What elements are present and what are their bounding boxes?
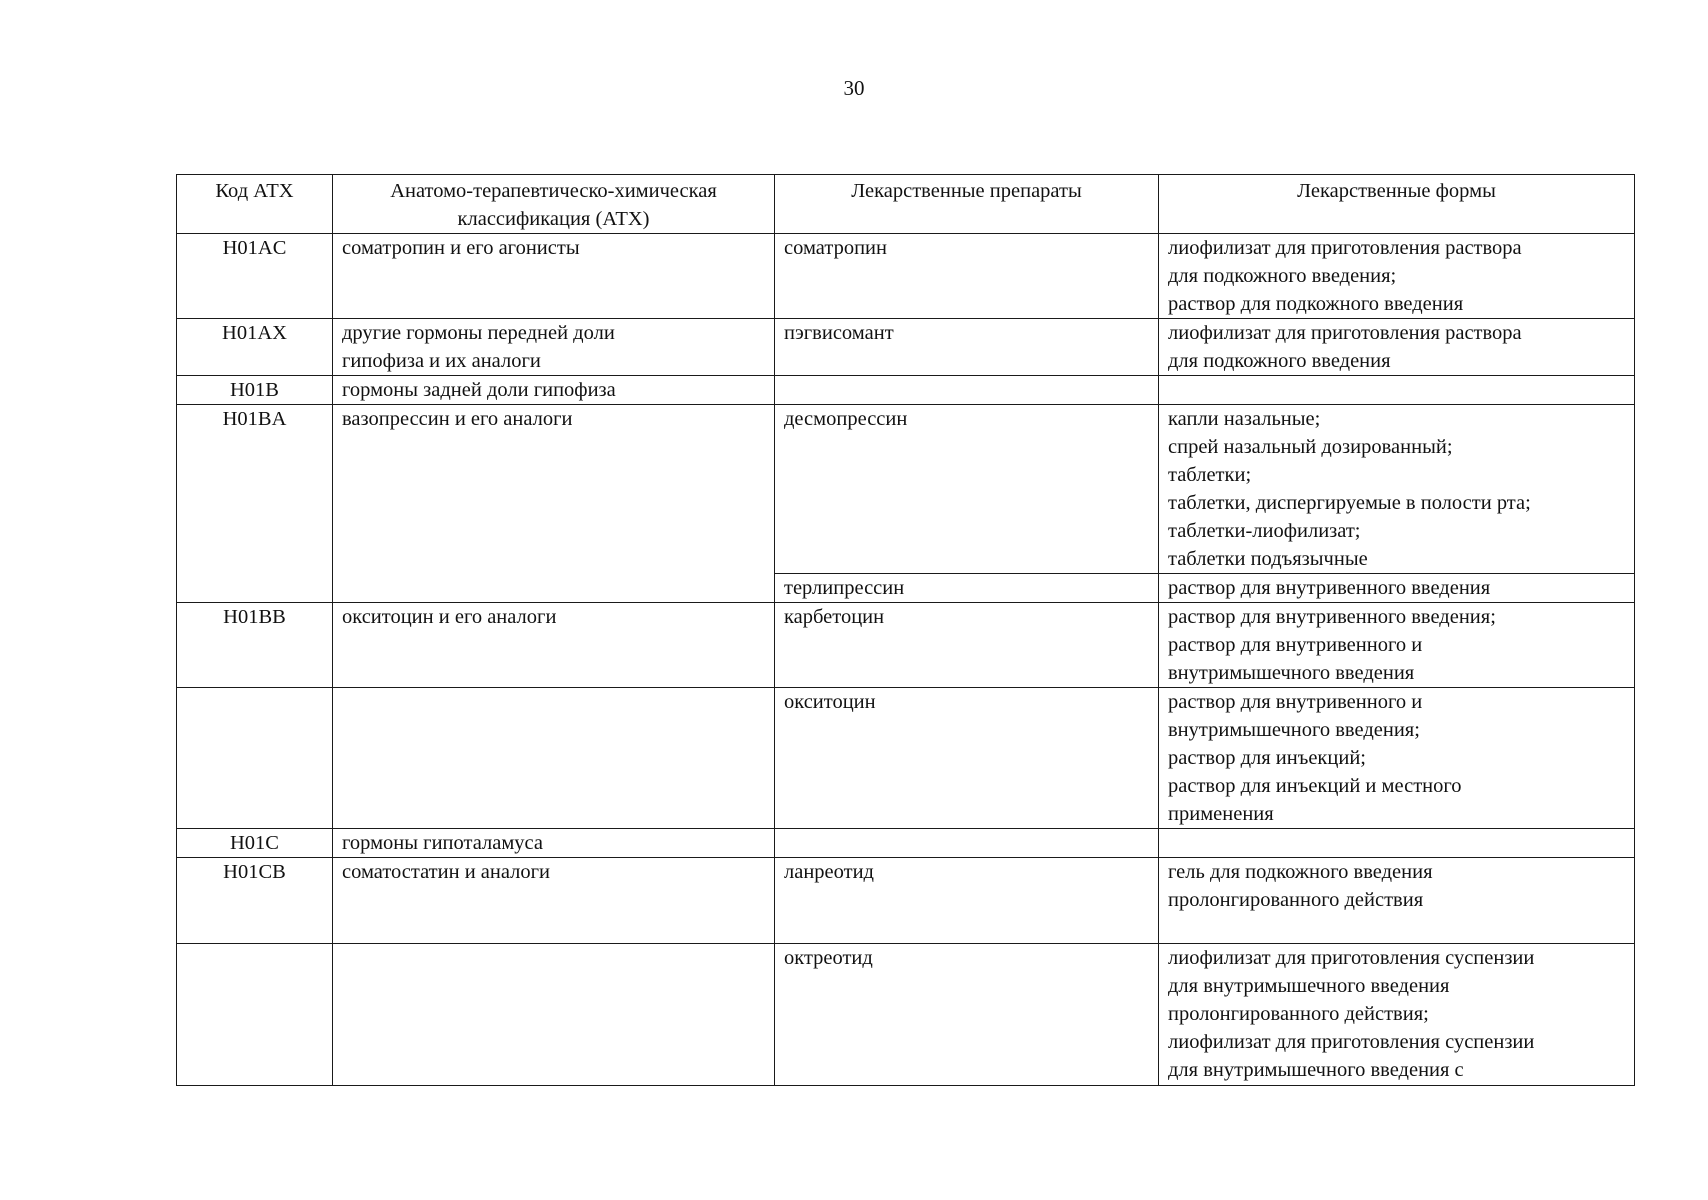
- header-drugs: Лекарственные препараты: [775, 175, 1159, 234]
- dosage-forms-cell: [1159, 376, 1635, 405]
- atx-code-cell: [177, 688, 333, 829]
- dosage-forms-cell: лиофилизат для приготовления раствора для подкожного введения; раствор для подкожного введения: [1159, 234, 1635, 319]
- table-row: [177, 603, 1635, 688]
- classification-cell: соматропин и его агонисты: [333, 234, 775, 319]
- classification-cell: другие гормоны передней доли гипофиза и их аналоги: [333, 319, 775, 376]
- drug-cell: пэгвисомант: [775, 319, 1159, 376]
- atx-code-cell: H01CB: [177, 858, 333, 944]
- dosage-forms-cell: лиофилизат для приготовления суспензии для внутримышечного введения пролонгированного действия; лиофилизат для приготовления суспензии для внутримышечного введения с: [1159, 944, 1635, 1086]
- dosage-forms-cell: раствор для внутривенного введения; раствор для внутривенного и внутримышечного введения: [1159, 603, 1635, 688]
- dosage-forms-cell: гель для подкожного введения пролонгированного действия: [1159, 858, 1635, 944]
- classification-cell: [333, 944, 775, 1086]
- classification-cell: [333, 688, 775, 829]
- header-dosage-forms: Лекарственные формы: [1159, 175, 1635, 234]
- atx-code-cell: H01BA: [177, 405, 333, 603]
- classification-cell: гормоны гипоталамуса: [333, 829, 775, 858]
- table-row: [177, 319, 1635, 376]
- classification-cell: гормоны задней доли гипофиза: [333, 376, 775, 405]
- dosage-forms-cell: [1159, 829, 1635, 858]
- atx-code-cell: H01B: [177, 376, 333, 405]
- table-row: [177, 376, 1635, 405]
- table-row: [177, 234, 1635, 319]
- drug-cell: соматропин: [775, 234, 1159, 319]
- drug-cell: десмопрессин: [775, 405, 1159, 574]
- drug-cell: [775, 829, 1159, 858]
- table-row: [177, 405, 1635, 574]
- drug-cell: ланреотид: [775, 858, 1159, 944]
- atx-code-cell: H01AX: [177, 319, 333, 376]
- table-row: [177, 688, 1635, 829]
- drug-cell: терлипрессин: [775, 574, 1159, 603]
- drug-cell: окситоцин: [775, 688, 1159, 829]
- dosage-forms-cell: раствор для внутривенного и внутримышечного введения; раствор для инъекций; раствор для инъекций и местного применения: [1159, 688, 1635, 829]
- drug-cell: карбетоцин: [775, 603, 1159, 688]
- atx-drug-table: [176, 174, 1635, 1086]
- drug-cell: октреотид: [775, 944, 1159, 1086]
- classification-cell: вазопрессин и его аналоги: [333, 405, 775, 603]
- dosage-forms-cell: лиофилизат для приготовления раствора для подкожного введения: [1159, 319, 1635, 376]
- classification-cell: соматостатин и аналоги: [333, 858, 775, 944]
- atx-code-cell: [177, 944, 333, 1086]
- header-atx-classification: Анатомо-терапевтическо-химическая классификация (АТХ): [333, 175, 775, 234]
- atx-code-cell: H01BB: [177, 603, 333, 688]
- table-header-row: [177, 175, 1635, 234]
- table-row: [177, 944, 1635, 1086]
- page-number: 30: [843, 76, 865, 100]
- dosage-forms-cell: капли назальные; спрей назальный дозированный; таблетки; таблетки, диспергируемые в полости рта; таблетки-лиофилизат; таблетки подъязычные: [1159, 405, 1635, 574]
- dosage-forms-cell: раствор для внутривенного введения: [1159, 574, 1635, 603]
- atx-code-cell: H01C: [177, 829, 333, 858]
- classification-cell: окситоцин и его аналоги: [333, 603, 775, 688]
- drug-cell: [775, 376, 1159, 405]
- table-row: [177, 858, 1635, 944]
- atx-code-cell: H01AC: [177, 234, 333, 319]
- header-atx-code: Код АТХ: [177, 175, 333, 234]
- table-row: [177, 829, 1635, 858]
